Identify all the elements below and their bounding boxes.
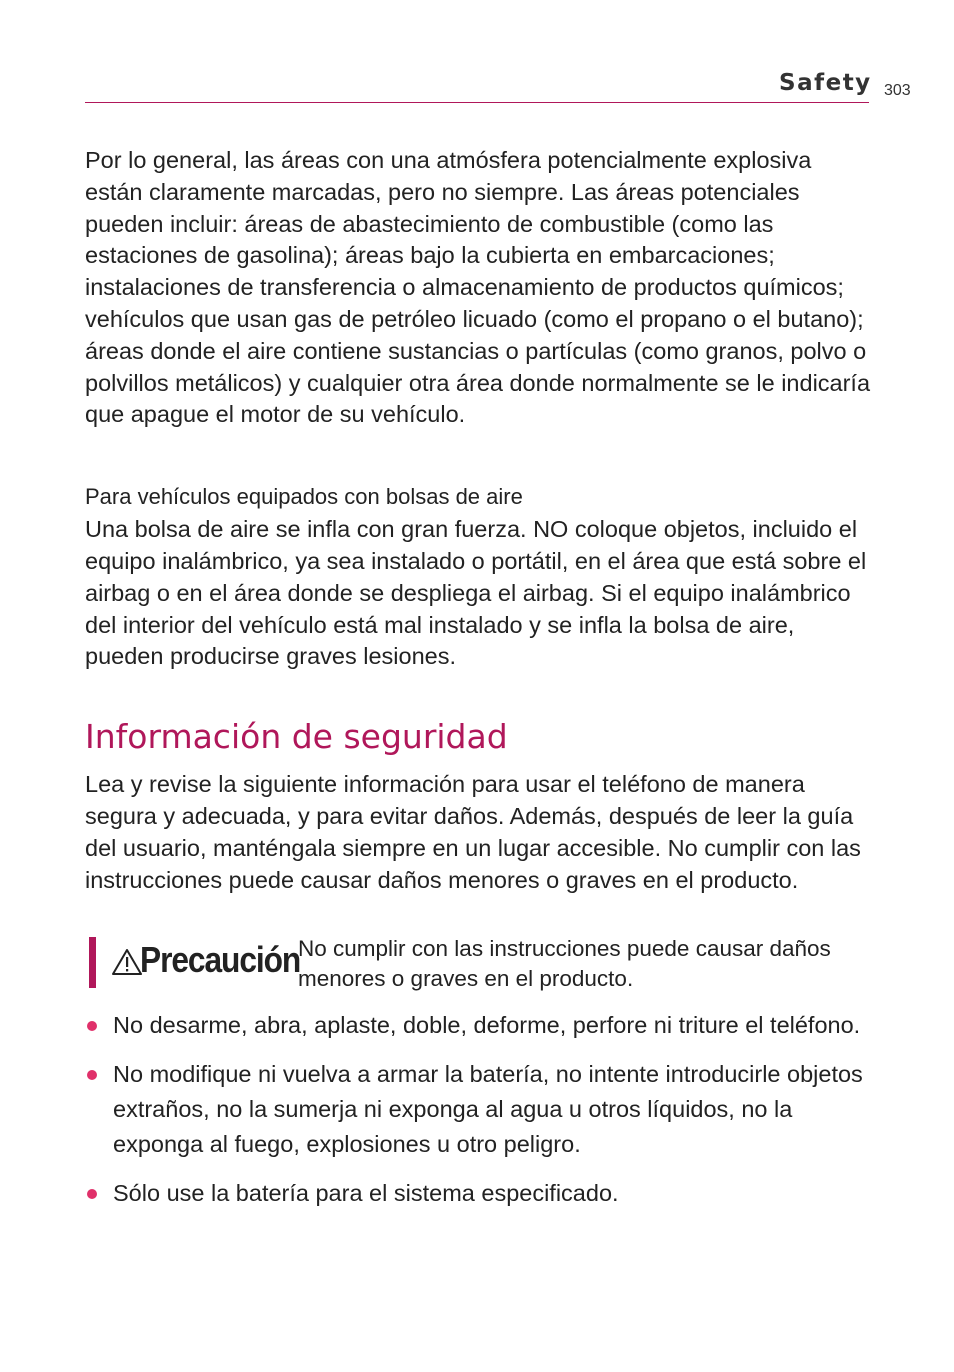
subheading-airbags: Para vehículos equipados con bolsas de aire xyxy=(85,484,523,510)
paragraph-airbags: Una bolsa de aire se infla con gran fuerza. NO coloque objetos, incluido el equipo inalámbrico, ya sea instalado o portátil, en el área que está sobre el airbag o en el área donde se despliega el airbag. Si el equipo inalámbrico del interior del vehículo está mal instalado y se infla la bolsa de aire, pueden producirse graves lesiones. xyxy=(85,516,867,670)
warning-triangle-icon xyxy=(111,948,143,976)
caution-text: No cumplir con las instrucciones puede causar daños menores o graves en el producto. xyxy=(298,936,831,992)
section-title: Información de seguridad xyxy=(85,717,508,757)
list-item-text: Sólo use la batería para el sistema especificado. xyxy=(113,1180,619,1207)
bullet-icon xyxy=(87,1189,97,1199)
header-divider xyxy=(85,102,869,103)
caution-accent-bar xyxy=(89,937,96,988)
safety-bullet-list xyxy=(85,1008,875,1211)
list-item-text: No desarme, abra, aplaste, doble, deforme, perfore ni triture el teléfono. xyxy=(113,1012,861,1039)
list-item xyxy=(85,1008,875,1043)
running-header-title: Safety xyxy=(779,70,872,96)
list-item-text: No modifique ni vuelva a armar la batería, no intente introducirle objetos extraños, no la sumerja ni exponga al agua u otros líquidos, no la exponga al fuego, explosiones u otro peligro. xyxy=(113,1061,863,1158)
page-number: 303 xyxy=(884,82,911,99)
list-item xyxy=(85,1176,875,1211)
paragraph-safety-info: Lea y revise la siguiente información para usar el teléfono de manera segura y adecuada, y para evitar daños. Además, después de leer la guía del usuario, manténgala siempre en un lugar accesible. No cumplir con las instrucciones puede causar daños menores o graves en el producto. xyxy=(85,771,861,893)
page-content xyxy=(85,145,875,1225)
paragraph-explosive-areas: Por lo general, las áreas con una atmósfera potencialmente explosiva están claramente marcadas, pero no siempre. Las áreas potenciales pueden incluir: áreas de abastecimiento de combustible (como las estaciones de gasolina); áreas bajo la cubierta en embarcaciones; instalaciones de transferencia o almacenamiento de productos químicos; vehículos que usan gas de petróleo licuado (como el propano o el butano); áreas donde el aire contiene sustancias o partículas (como granos, polvo o polvillos metálicos) y cualquier otra área donde normalmente se le indicaría que apague el motor de su vehículo. xyxy=(85,147,871,428)
bullet-icon xyxy=(87,1021,97,1031)
bullet-icon xyxy=(87,1070,97,1080)
caution-callout xyxy=(85,934,875,996)
list-item xyxy=(85,1057,875,1162)
caution-label: Precaución xyxy=(140,939,301,981)
